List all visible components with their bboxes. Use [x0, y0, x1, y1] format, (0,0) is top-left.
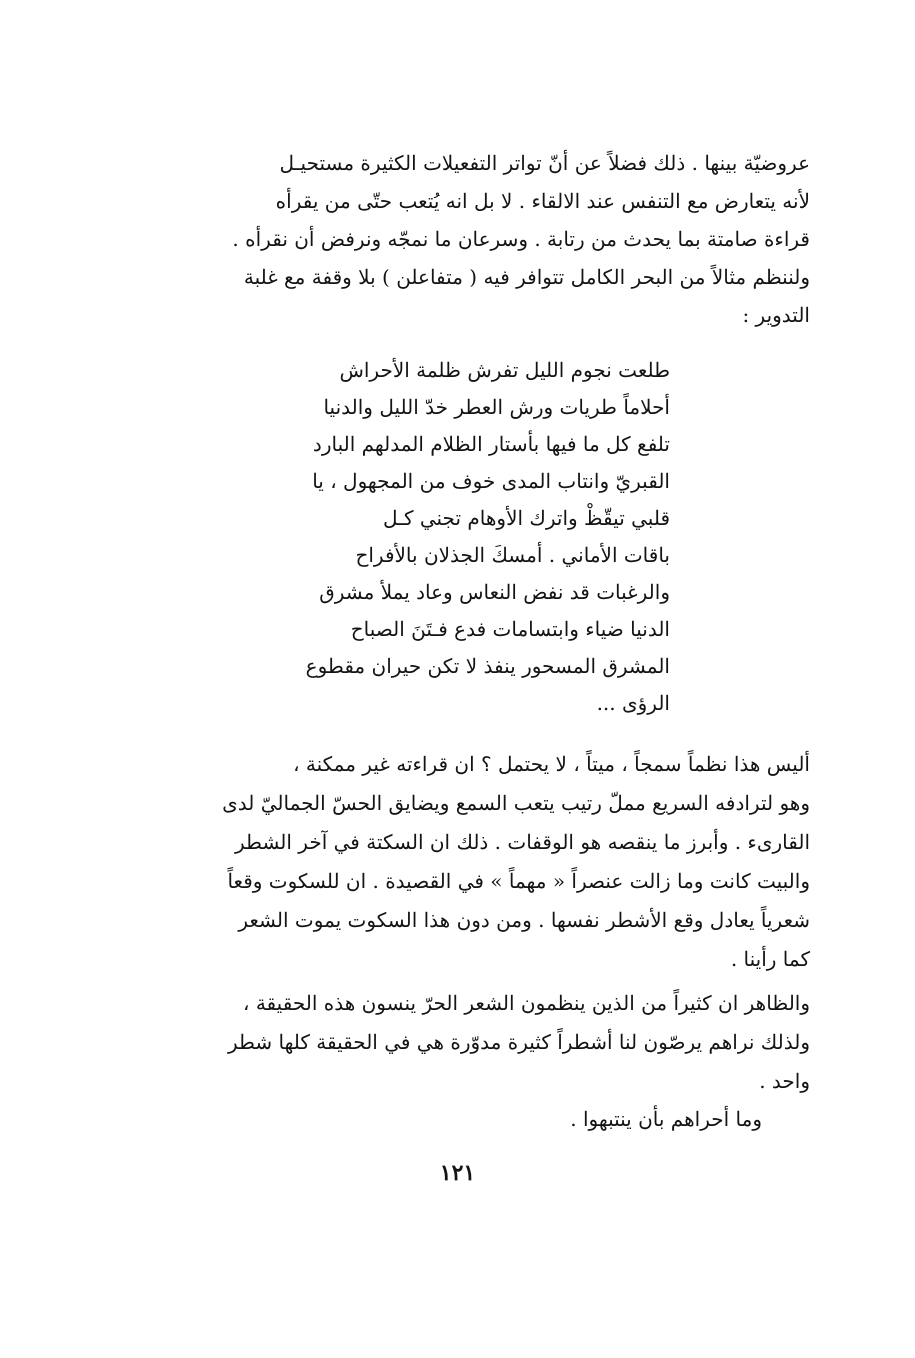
text-line: وهو لترادفه السريع مملّ رتيب يتعب السمع ويضايق الحسّ الجماليّ لدى: [222, 791, 810, 815]
poem-line: قلبي تيقّظْ واترك الأوهام تجني كـل: [382, 506, 670, 530]
text-line: شعرياً يعادل وقع الأشطر نفسها . ومن دون هذا السكوت يموت الشعر: [238, 908, 810, 932]
poem-excerpt: [270, 352, 670, 722]
poem-line: تلفع كل ما فيها بأستار الظلام المدلهم البارد: [312, 432, 670, 456]
text-line: قراءة صامتة بما يحدث من رتابة . وسرعان ما نمجّه ونرفض أن نقرأه .: [232, 227, 810, 251]
text-line: وما أحراهم بأن ينتبهوا .: [570, 1107, 762, 1131]
paragraph-closing: [130, 1100, 810, 1139]
poem-line: الرؤى ...: [596, 691, 670, 715]
text-line: أليس هذا نظماً سمجاً ، ميتاً ، لا يحتمل ؟ ان قراءته غير ممكنة ،: [293, 752, 810, 776]
poem-line: الدنيا ضياء وابتسامات فدع فـتَنَ الصباح: [350, 617, 670, 641]
page-number: ١٢١: [439, 1160, 476, 1186]
paragraph-prose-intro: [130, 144, 810, 334]
poem-line: باقات الأماني . أمسكَ الجذلان بالأفراح: [355, 543, 670, 567]
paragraph-commentary: [130, 745, 810, 979]
poem-line: طلعت نجوم الليل تفرش ظلمة الأحراش: [339, 358, 670, 382]
text-line: لأنه يتعارض مع التنفس عند الالقاء . لا بل انه يُتعب حتّى من يقرأه: [275, 189, 810, 213]
text-line: التدوير :: [742, 303, 810, 327]
text-line: القارىء . وأبرز ما ينقصه هو الوقفات . ذلك ان السكتة في آخر الشطر: [235, 830, 810, 854]
poem-line: والرغبات قد نفض النعاس وعاد يملأ مشرق: [319, 580, 670, 604]
text-line: ولننظم مثالاً من البحر الكامل تتوافر فيه ( متفاعلن ) بلا وقفة مع غلبة: [243, 265, 810, 289]
text-line: ولذلك نراهم يرصّون لنا أشطراً كثيرة مدوّرة هي في الحقيقة كلها شطر: [227, 1030, 810, 1054]
text-line: واحد .: [759, 1069, 810, 1093]
text-line: والبيت كانت وما زالت عنصراً « مهماً » في القصيدة . ان للسكوت وقعاً: [227, 869, 810, 893]
poem-line: المشرق المسحور ينفذ لا تكن حيران مقطوع: [305, 654, 670, 678]
text-line: عروضيّة بينها . ذلك فضلاً عن أنّ تواتر التفعيلات الكثيرة مستحيـل: [279, 151, 810, 175]
paragraph-observation: [130, 984, 810, 1101]
text-line: كما رأينا .: [730, 947, 810, 971]
text-line: والظاهر ان كثيراً من الذين ينظمون الشعر الحرّ ينسون هذه الحقيقة ،: [243, 991, 810, 1015]
poem-line: القبريّ وانتاب المدى خوف من المجهول ، يا: [312, 469, 670, 493]
poem-line: أحلاماً طريات ورش العطر خدّ الليل والدنيا: [323, 395, 670, 419]
